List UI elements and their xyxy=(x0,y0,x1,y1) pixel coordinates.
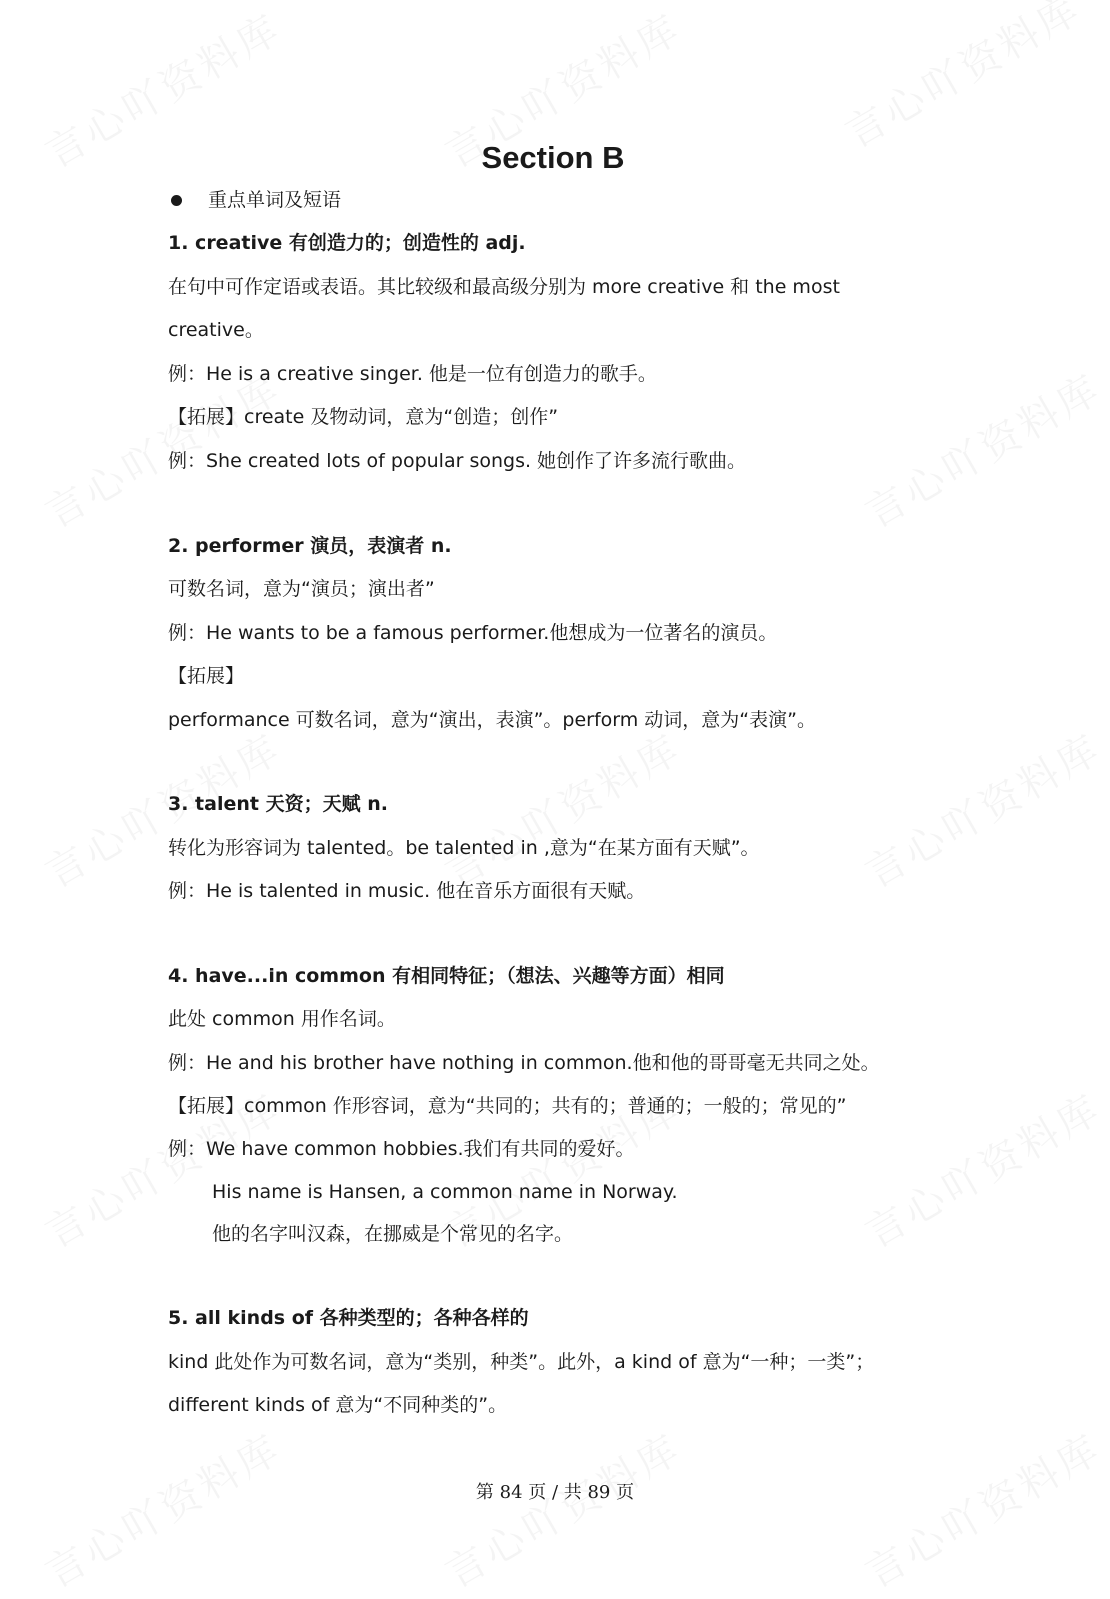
extension-text: 【拓展】create 及物动词，意为“创造；创作” xyxy=(168,406,559,428)
example-text: 例：He and his brother have nothing in common.他和他的哥哥毫无共同之处。 xyxy=(168,1052,880,1074)
watermark xyxy=(853,358,1110,539)
entry-text: creative。 xyxy=(168,319,264,341)
bullet-icon xyxy=(171,195,182,206)
entry-text: kind 此处作为可数名词，意为“类别，种类”。此外，a kind of 意为“一种；一类”； xyxy=(168,1351,875,1373)
entry-heading: 5. all kinds of 各种类型的；各种各样的 xyxy=(168,1307,529,1329)
watermark xyxy=(433,1418,690,1599)
entry-text: 转化为形容词为 talented。be talented in ,意为“在某方面有天赋”。 xyxy=(168,837,760,859)
example-text: 例：He is a creative singer. 他是一位有创造力的歌手。 xyxy=(168,363,657,385)
entry-text: 在句中可作定语或表语。其比较级和最高级分别为 more creative 和 the most xyxy=(168,276,840,298)
entry-heading: 1. creative 有创造力的；创造性的 adj. xyxy=(168,232,526,254)
bullet-heading-row xyxy=(168,187,341,213)
page-number-footer: 第 84 页 / 共 89 页 xyxy=(475,1482,635,1503)
watermark xyxy=(433,718,690,899)
entry-text: 可数名词，意为“演员；演出者” xyxy=(168,578,435,600)
entry-text: 此处 common 用作名词。 xyxy=(168,1008,396,1030)
entry-heading: 2. performer 演员，表演者 n. xyxy=(168,535,452,557)
extension-label: 【拓展】 xyxy=(168,665,245,687)
example-text: His name is Hansen, a common name in Norway. xyxy=(212,1181,678,1203)
watermark xyxy=(853,718,1110,899)
watermark xyxy=(853,1078,1110,1259)
extension-text: performance 可数名词，意为“演出，表演”。perform 动词，意为“表演”。 xyxy=(168,709,816,731)
extension-text: 【拓展】common 作形容词，意为“共同的；共有的；普通的；一般的；常见的” xyxy=(168,1095,847,1117)
example-text: 例：He is talented in music. 他在音乐方面很有天赋。 xyxy=(168,880,646,902)
entry-heading: 4. have...in common 有相同特征；（想法、兴趣等方面）相同 xyxy=(168,965,725,987)
watermark xyxy=(833,0,1090,159)
example-translation: 他的名字叫汉森，在挪威是个常见的名字。 xyxy=(212,1223,574,1245)
example-text: 例：She created lots of popular songs. 她创作了许多流行歌曲。 xyxy=(168,450,747,472)
entry-heading: 3. talent 天资；天赋 n. xyxy=(168,793,388,815)
watermark xyxy=(853,1418,1110,1599)
example-text: 例：He wants to be a famous performer.他想成为一位著名的演员。 xyxy=(168,622,778,644)
page-title: Section B xyxy=(481,140,625,175)
entry-text: different kinds of 意为“不同种类的”。 xyxy=(168,1394,508,1416)
watermark xyxy=(33,1418,290,1599)
bullet-heading: 重点单词及短语 xyxy=(208,189,342,211)
example-text: 例：We have common hobbies.我们有共同的爱好。 xyxy=(168,1138,635,1160)
